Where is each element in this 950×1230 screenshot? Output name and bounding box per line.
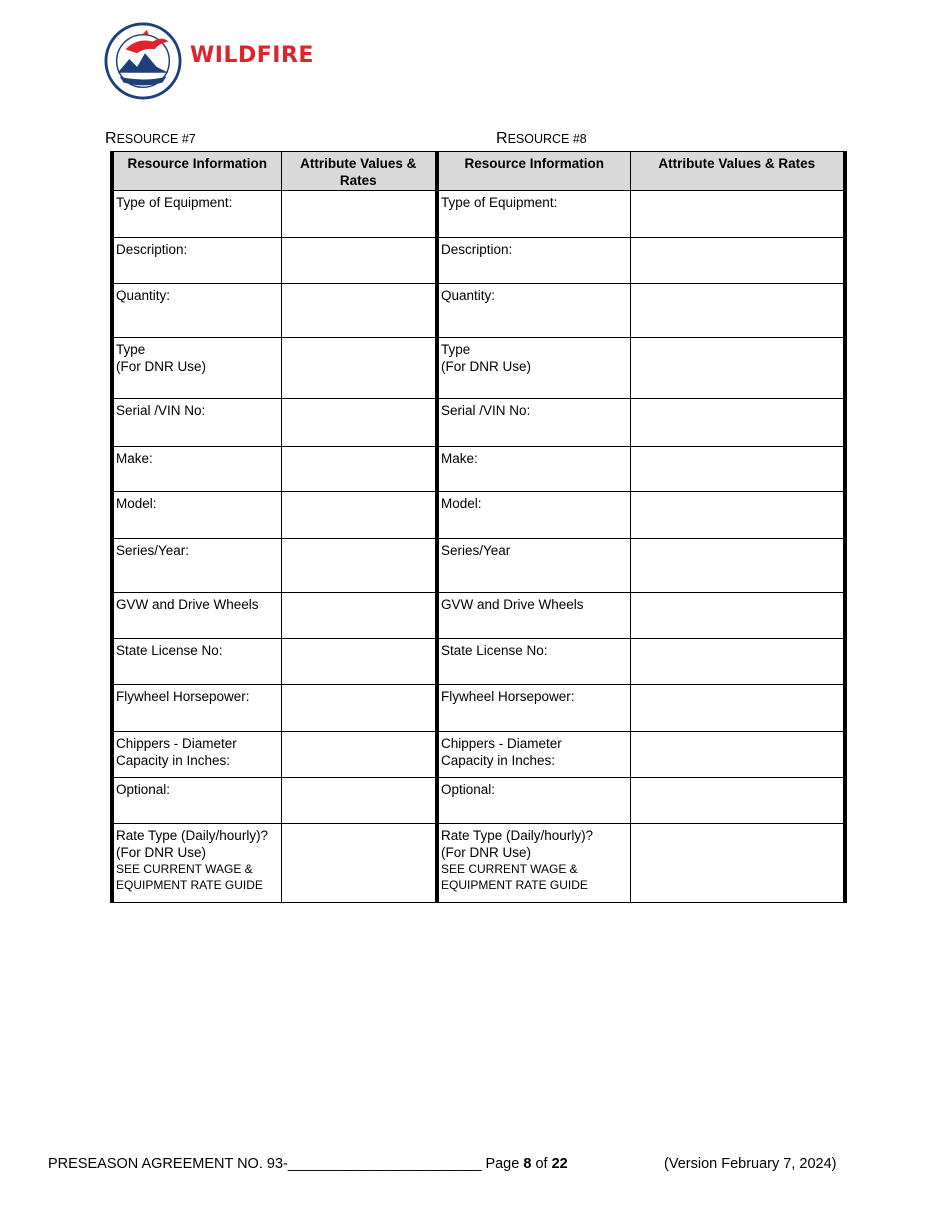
label-type-dnr [437, 338, 630, 399]
table-header-row [112, 152, 845, 191]
value-field[interactable] [630, 191, 845, 238]
label-rate-type [112, 824, 281, 903]
col-header-resource-info-8: Resource Information [437, 152, 630, 191]
value-field[interactable] [281, 191, 437, 238]
page-number: 8 [523, 1156, 532, 1172]
table-row [112, 238, 845, 284]
label-make: Make: [437, 447, 630, 492]
label-rate-type [437, 824, 630, 903]
footer-agreement [48, 1156, 568, 1172]
value-field[interactable] [630, 639, 845, 685]
value-field[interactable] [630, 593, 845, 639]
label-line: (For DNR Use) [441, 845, 531, 860]
value-field[interactable] [281, 593, 437, 639]
table-row [112, 593, 845, 639]
label-optional: Optional: [112, 778, 281, 824]
value-field[interactable] [281, 778, 437, 824]
label-serial-vin: Serial /VIN No: [112, 399, 281, 447]
label-quantity: Quantity: [437, 284, 630, 338]
col-header-resource-info-7: Resource Information [112, 152, 281, 191]
label-serial-vin: Serial /VIN No: [437, 399, 630, 447]
table-row [112, 685, 845, 732]
value-field[interactable] [281, 732, 437, 778]
label-line: Type [116, 342, 146, 357]
value-field[interactable] [630, 238, 845, 284]
rate-guide-note: SEE CURRENT WAGE & [116, 862, 253, 876]
rate-guide-note: EQUIPMENT RATE GUIDE [441, 878, 588, 892]
label-flywheel-horsepower: Flywheel Horsepower: [112, 685, 281, 732]
table-row [112, 492, 845, 539]
value-field[interactable] [630, 447, 845, 492]
label-type-of-equipment: Type of Equipment: [437, 191, 630, 238]
col-header-attributes-8: Attribute Values & Rates [630, 152, 845, 191]
value-field[interactable] [281, 238, 437, 284]
wildfire-logo-text: WILDFIRE [190, 43, 314, 68]
label-type-of-equipment: Type of Equipment: [112, 191, 281, 238]
label-line: Chippers - Diameter [441, 736, 562, 751]
value-field[interactable] [281, 685, 437, 732]
dnr-seal-logo [104, 22, 182, 100]
of-label: of [535, 1156, 548, 1172]
value-field[interactable] [281, 284, 437, 338]
value-field[interactable] [281, 824, 437, 903]
label-line: Capacity in Inches: [441, 753, 556, 768]
label-line: Type [441, 342, 471, 357]
label-description: Description: [112, 238, 281, 284]
rate-guide-note: EQUIPMENT RATE GUIDE [116, 878, 263, 892]
label-model: Model: [437, 492, 630, 539]
label-model: Model: [112, 492, 281, 539]
label-line: Rate Type (Daily/hourly)? [441, 828, 594, 843]
value-field[interactable] [281, 492, 437, 539]
table-row [112, 191, 845, 238]
label-flywheel-horsepower: Flywheel Horsepower: [437, 685, 630, 732]
value-field[interactable] [630, 284, 845, 338]
table-row [112, 284, 845, 338]
label-chippers-diameter [112, 732, 281, 778]
label-line: Capacity in Inches: [116, 753, 231, 768]
value-field[interactable] [281, 639, 437, 685]
agreement-number: PRESEASON AGREEMENT NO. 93-________________________ [48, 1156, 482, 1172]
col-header-attributes-7: Attribute Values & Rates [281, 152, 437, 191]
label-type-dnr [112, 338, 281, 399]
table-row [112, 778, 845, 824]
table-row [112, 824, 845, 903]
label-state-license: State License No: [437, 639, 630, 685]
label-quantity: Quantity: [112, 284, 281, 338]
value-field[interactable] [630, 492, 845, 539]
label-optional: Optional: [437, 778, 630, 824]
value-field[interactable] [630, 399, 845, 447]
footer-version: (Version February 7, 2024) [664, 1156, 837, 1172]
resource-form-table [110, 151, 847, 903]
value-field[interactable] [630, 732, 845, 778]
table-row [112, 732, 845, 778]
label-line: Chippers - Diameter [116, 736, 237, 751]
value-field[interactable] [630, 685, 845, 732]
label-gvw-drive-wheels: GVW and Drive Wheels [112, 593, 281, 639]
value-field[interactable] [630, 824, 845, 903]
label-chippers-diameter [437, 732, 630, 778]
page-label: Page [485, 1156, 520, 1172]
label-description: Description: [437, 238, 630, 284]
label-gvw-drive-wheels: GVW and Drive Wheels [437, 593, 630, 639]
label-series-year: Series/Year: [112, 539, 281, 593]
value-field[interactable] [281, 399, 437, 447]
table-row [112, 539, 845, 593]
table-row [112, 399, 845, 447]
table-row [112, 639, 845, 685]
value-field[interactable] [630, 539, 845, 593]
value-field[interactable] [630, 778, 845, 824]
label-series-year: Series/Year [437, 539, 630, 593]
value-field[interactable] [281, 539, 437, 593]
value-field[interactable] [281, 447, 437, 492]
table-row [112, 338, 845, 399]
label-line: Rate Type (Daily/hourly)? [116, 828, 269, 843]
label-make: Make: [112, 447, 281, 492]
label-line: (For DNR Use) [441, 359, 531, 374]
label-state-license: State License No: [112, 639, 281, 685]
label-line: (For DNR Use) [116, 845, 206, 860]
value-field[interactable] [630, 338, 845, 399]
label-line: (For DNR Use) [116, 359, 206, 374]
resource-7-title: RESOURCE #7 [105, 130, 196, 147]
rate-guide-note: SEE CURRENT WAGE & [441, 862, 578, 876]
table-row [112, 447, 845, 492]
page-total: 22 [551, 1156, 568, 1172]
resource-8-title: RESOURCE #8 [496, 130, 587, 147]
value-field[interactable] [281, 338, 437, 399]
